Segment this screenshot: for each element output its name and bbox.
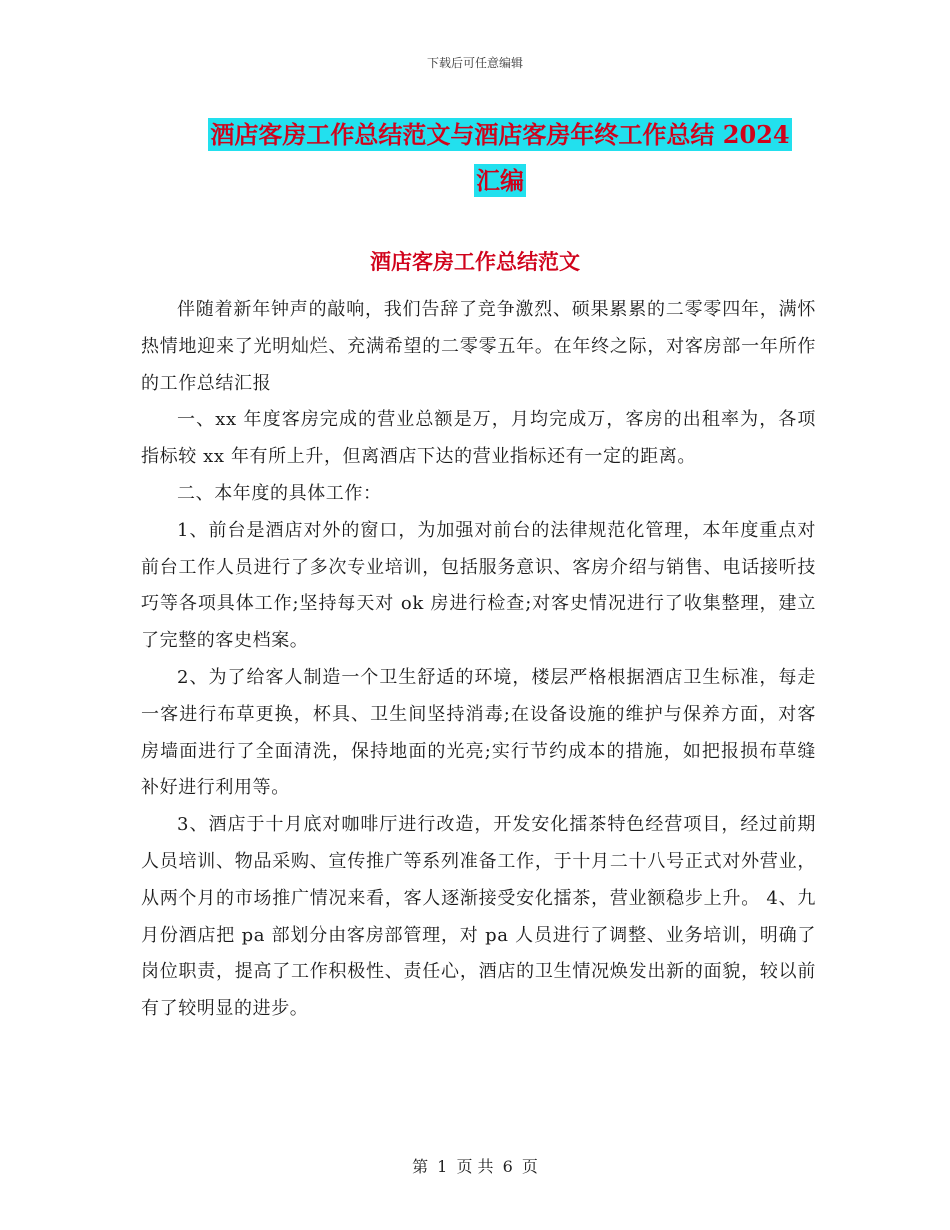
main-title-line2: 汇编 — [476, 166, 524, 195]
footer-prefix: 第 — [412, 1157, 429, 1176]
footer-total-pages: 6 — [502, 1157, 513, 1176]
body-text — [141, 292, 816, 1028]
paragraph: 伴随着新年钟声的敲响，我们告辞了竞争激烈、硕果累累的二零零四年，满怀热情地迎来了光明灿烂、充满希望的二零零五年。在年终之际，对客房部一年所作的工作总结汇报 — [141, 299, 816, 394]
page-footer — [0, 1154, 950, 1177]
main-title — [190, 112, 810, 204]
main-title-line1: 酒店客房工作总结范文与酒店客房年终工作总结 2024 — [210, 120, 790, 149]
paragraph: 1、前台是酒店对外的窗口，为加强对前台的法律规范化管理，本年度重点对前台工作人员进行了多次专业培训，包括服务意识、客房介绍与销售、电话接听技巧等各项具体工作;坚持每天对 ok 房进行检查;对客史情况进行了收集整理，建立了完整的客史档案。 — [141, 519, 816, 652]
header-note: 下载后可任意编辑 — [426, 56, 523, 70]
paragraph: 二、本年度的具体工作： — [177, 482, 382, 504]
section-title: 酒店客房工作总结范文 — [370, 249, 580, 274]
footer-mid: 页 共 — [456, 1157, 494, 1176]
paragraph: 3、酒店于十月底对咖啡厅进行改造，开发安化擂茶特色经营项目，经过前期人员培训、物品采购、宣传推广等系列准备工作，于十月二十八号正式对外营业，从两个月的市场推广情况来看，客人逐渐接受安化擂茶，营业额稳步上升。 4、九月份酒店把 pa 部划分由客房部管理，对 pa 人员进行了调整、业务培训，明确了岗位职责，提高了工作积极性、责任心，酒店的卫生情况焕发出新的面貌，较以前有了较明显的进步。 — [141, 814, 816, 1020]
footer-page-number: 1 — [437, 1157, 448, 1176]
paragraph: 2、为了给客人制造一个卫生舒适的环境，楼层严格根据酒店卫生标准，每走一客进行布草更换，杯具、卫生间坚持消毒;在设备设施的维护与保养方面，对客房墙面进行了全面清洗，保持地面的光亮;实行节约成本的措施，如把报损布草缝补好进行利用等。 — [141, 666, 816, 799]
footer-suffix: 页 — [521, 1157, 538, 1176]
paragraph: 一、xx 年度客房完成的营业总额是万，月均完成万，客房的出租率为，各项指标较 xx 年有所上升，但离酒店下达的营业指标还有一定的距离。 — [141, 409, 816, 468]
